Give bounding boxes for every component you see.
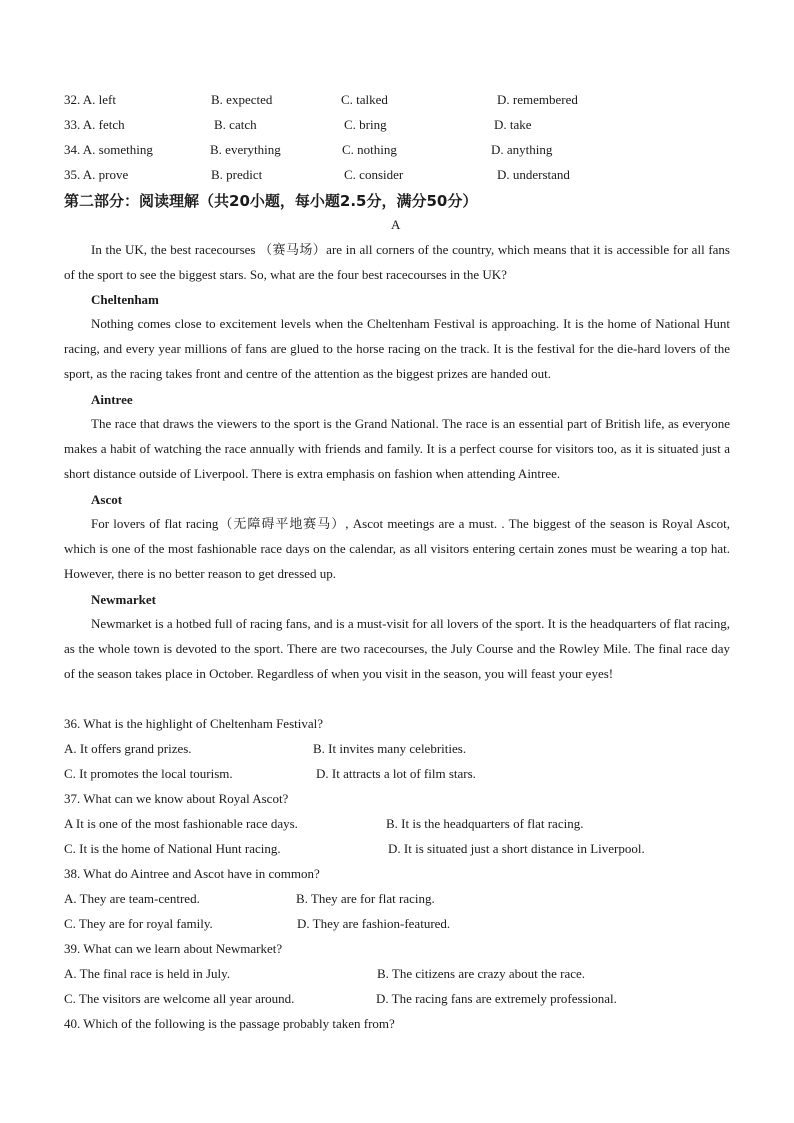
q32-option-b: B. expected bbox=[211, 92, 273, 107]
q36-stem: 36. What is the highlight of Cheltenham Festival? bbox=[64, 716, 323, 731]
part-two-heading: 第二部分：阅读理解（共20小题，每小题2.5分，满分50分） bbox=[64, 192, 478, 210]
q39-option-a: A. The final race is held in July. bbox=[64, 966, 231, 981]
q39-option-b: B. The citizens are crazy about the race. bbox=[377, 966, 586, 981]
cheltenham-title: Cheltenham bbox=[91, 292, 159, 307]
q32-option-a: 32. A. left bbox=[64, 92, 116, 107]
ascot-paragraph: For lovers of flat racing（无障碍平地赛马）, Ascot meetings are a must. . The biggest of the season is Royal Ascot, which is one of the most fashionable race days on the calendar, as all visitors entering certain zones must be wearing a top hat. However, there is no better reason to get dressed up. bbox=[64, 516, 730, 581]
q39-option-d: D. The racing fans are extremely professional. bbox=[376, 991, 617, 1006]
q35-option-a: 35. A. prove bbox=[64, 167, 129, 182]
newmarket-title: Newmarket bbox=[91, 592, 156, 607]
q34-option-d: D. anything bbox=[491, 142, 553, 157]
q36-option-d: D. It attracts a lot of film stars. bbox=[316, 766, 476, 781]
q37-option-b: B. It is the headquarters of flat racing. bbox=[386, 816, 584, 831]
q38-option-b: B. They are for flat racing. bbox=[296, 891, 435, 906]
q32-option-d: D. remembered bbox=[497, 92, 578, 107]
q36-option-c: C. It promotes the local tourism. bbox=[64, 766, 233, 781]
ascot-title: Ascot bbox=[91, 492, 123, 507]
q35-option-b: B. predict bbox=[211, 167, 263, 182]
q32-option-c: C. talked bbox=[341, 92, 388, 107]
q38-option-c: C. They are for royal family. bbox=[64, 916, 213, 931]
aintree-title: Aintree bbox=[91, 392, 133, 407]
q34-option-a: 34. A. something bbox=[64, 142, 153, 157]
q36-option-b: B. It invites many celebrities. bbox=[313, 741, 467, 756]
q38-option-a: A. They are team-centred. bbox=[64, 891, 200, 906]
q34-option-b: B. everything bbox=[210, 142, 281, 157]
q39-option-c: C. The visitors are welcome all year around. bbox=[64, 991, 295, 1006]
q40-stem: 40. Which of the following is the passage probably taken from? bbox=[64, 1016, 395, 1031]
q37-option-a: A It is one of the most fashionable race days. bbox=[64, 816, 298, 831]
q35-option-c: C. consider bbox=[344, 167, 404, 182]
q35-option-d: D. understand bbox=[497, 167, 570, 182]
q38-option-d: D. They are fashion-featured. bbox=[297, 916, 451, 931]
q37-stem: 37. What can we know about Royal Ascot? bbox=[64, 791, 289, 806]
aintree-paragraph: The race that draws the viewers to the sport is the Grand National. The race is an essential part of British life, as everyone makes a habit of watching the race annually with friends and family. It is a perfect course for visitors too, as it is situated just a short distance outside of Liverpool. There is extra emphasis on fashion when attending Aintree. bbox=[64, 416, 730, 481]
q33-option-c: C. bring bbox=[344, 117, 387, 132]
q37-option-d: D. It is situated just a short distance in Liverpool. bbox=[388, 841, 645, 856]
q33-option-a: 33. A. fetch bbox=[64, 117, 125, 132]
intro-paragraph: In the UK, the best racecourses （赛马场）are in all corners of the country, which means that it is accessible for all fans of the sport to see the biggest stars. So, what are the four best racecourses in the UK? bbox=[64, 242, 730, 282]
q33-option-b: B. catch bbox=[214, 117, 257, 132]
q37-option-c: C. It is the home of National Hunt racing. bbox=[64, 841, 281, 856]
cheltenham-paragraph: Nothing comes close to excitement levels when the Cheltenham Festival is approaching. It is the home of National Hunt racing, and every year millions of fans are glued to the horse racing on the track. It is the festival for the die-hard lovers of the sport, as the racing takes front and centre of the attention as the biggest prizes are handed out. bbox=[64, 316, 730, 381]
q36-option-a: A. It offers grand prizes. bbox=[64, 741, 192, 756]
q34-option-c: C. nothing bbox=[342, 142, 397, 157]
newmarket-paragraph: Newmarket is a hotbed full of racing fans, and is a must-visit for all lovers of the sport. It is the headquarters of flat racing, as the whole town is devoted to the sport. There are two racecourses, the July Course and the Rowley Mile. The final race day of the season takes place in October. Regardless of when you visit in the season, you will feast your eyes! bbox=[64, 616, 730, 681]
q38-stem: 38. What do Aintree and Ascot have in common? bbox=[64, 866, 320, 881]
q39-stem: 39. What can we learn about Newmarket? bbox=[64, 941, 283, 956]
q33-option-d: D. take bbox=[494, 117, 532, 132]
section-letter: A bbox=[391, 217, 401, 232]
